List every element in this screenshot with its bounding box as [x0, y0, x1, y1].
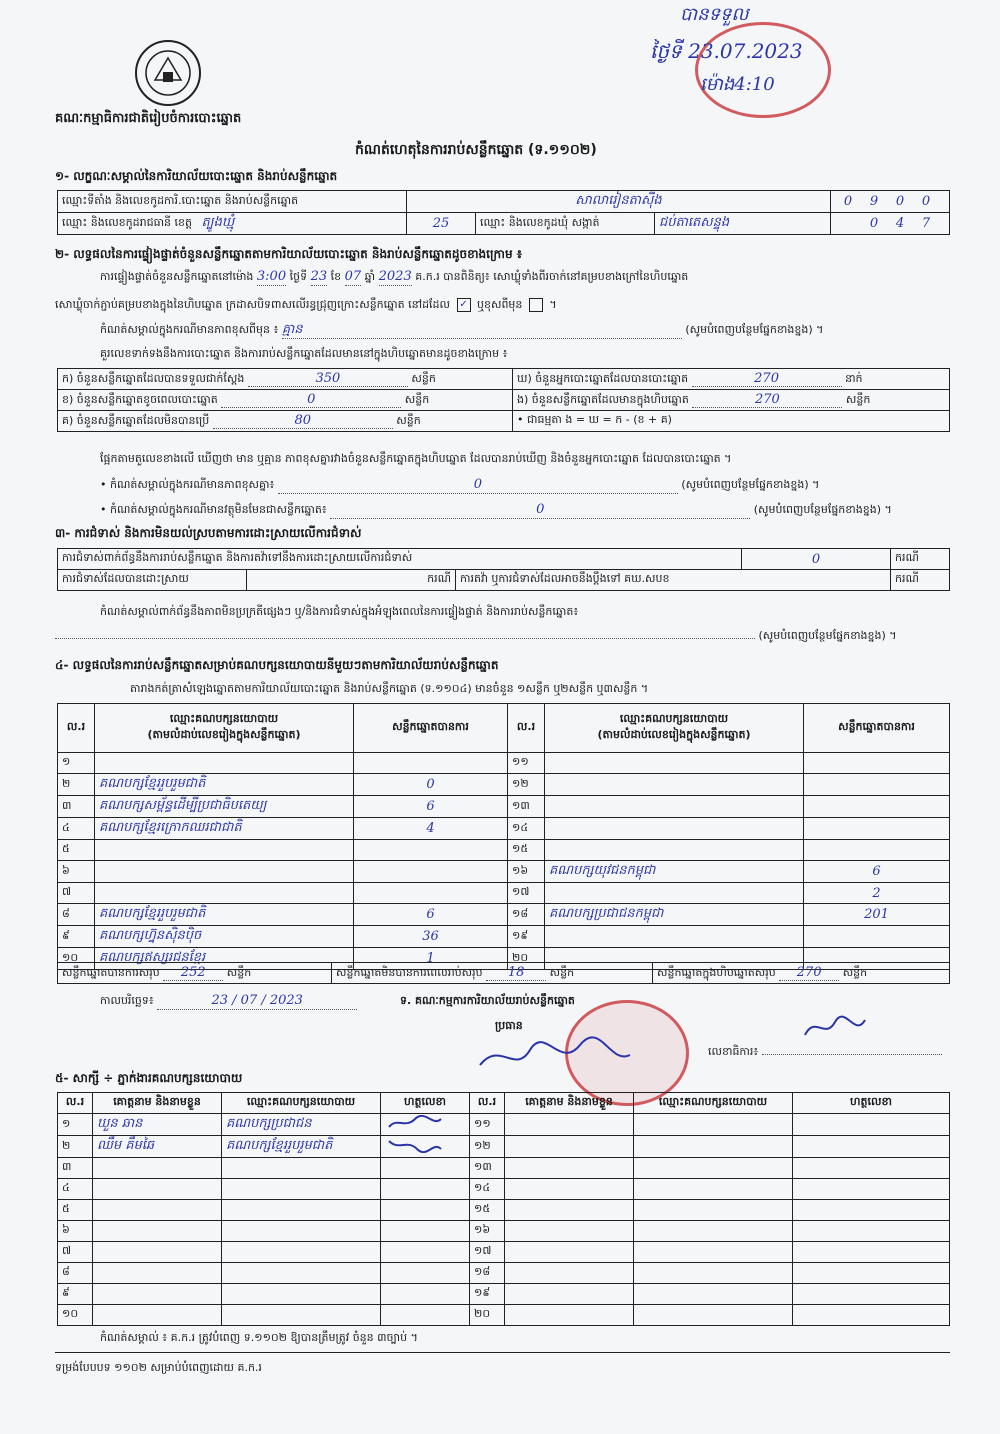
table-row: ៥ ១៥ [58, 840, 950, 861]
witness-signature-icon [385, 1137, 445, 1153]
footnote: កំណត់សម្គាល់ ៖ គ.ក.រ ត្រូវបំពេញ ទ.១១០២ ឱ្យបានត្រឹមត្រូវ ចំនួន ៣ច្បាប់ ។ [100, 1331, 418, 1344]
province-value: ត្បូងឃ្មុំ [201, 215, 235, 230]
table-row: ៩ ១៩ [58, 1284, 950, 1305]
footer-rule [55, 1352, 950, 1353]
bullet-non-ballot: • កំណត់សម្គាល់ក្នុងករណីមានវត្ថុមិនមែនជាសន្លឹកឆ្នោត៖ 0 (សូមបំពេញបន្ថែមផ្នែកខាងខ្នង) ។ [100, 502, 892, 517]
commune-label: ឈ្មោះ និងលេខកូដឃុំ សង្កាត់ [476, 213, 655, 235]
total-valid: 252 [163, 965, 223, 981]
consistency-statement: ផ្អែកតាមតួលេខខាងលើ ឃើញថា មាន ឬគ្មាន ភាពខុសគ្នារវាងចំនួនសន្លឹកឆ្នោតក្នុងហិបឆ្នោត ដែលបានរាប់ឃើញ និងចំនួនអ្នកបោះឆ្នោត ដែលបានបោះឆ្នោត ។ [100, 452, 732, 465]
objections-count: 0 [742, 549, 891, 570]
chair-label: ប្រធាន [495, 1019, 523, 1032]
table-row: ៧ ១៧ [58, 1242, 950, 1263]
chair-signature-icon [470, 1030, 640, 1080]
ballot-figures-table: ក) ចំនួនសន្លឹកឆ្នោតដែលបានទទួលជាក់ស្តែង 350 សន្លឹក ឃ) ចំនួនអ្នកបោះឆ្នោតដែលបានបោះឆ្នោត 270 នាក់ ខ) ចំនួនសន្លឹកឆ្នោតខូចពេលបោះឆ្នោត 0 សន្លឹក ង) ចំនួនសន្លឹកឆ្នោតដែលមានក្នុងហិបឆ្នោត 270 សន្លឹក គ) ចំនួនសន្លឹកឆ្នោតដែលមិនបានប្រើ 80 សន្លឹក • ជាធម្មតា ង = ឃ = ក - (ខ + គ) [57, 368, 950, 432]
changed-checkbox[interactable] [529, 298, 543, 312]
unused-ballots: 80 [213, 413, 393, 429]
table-row: ១០ ២០ [58, 1305, 950, 1326]
table-row: ២ គណបក្សខ្មែររួបរួមជាតិ 0 ១២ [58, 774, 950, 796]
code-digit: 0 [869, 216, 879, 231]
committee-label: ទ. គណៈកម្មការការិយាល័យរាប់សន្លឹកឆ្នោត [400, 994, 575, 1007]
total-in-box: 270 [779, 965, 839, 981]
voters-count: 270 [692, 371, 842, 387]
change-note: កំណត់សម្គាល់ក្នុងករណីមានភាពខុសពីមុន ៖ គ្មាន (សូមបំពេញបន្ថែមផ្នែកខាងខ្នង) ។ [100, 322, 824, 337]
code-digit: 4 [895, 216, 905, 231]
section4-intro: តារាងកត់ត្រាសំឡេងឆ្នោតតាមការិយាល័យបោះឆ្នោត និងរាប់សន្លឹកឆ្នោត (ទ.១១០៤) មានចំនួន ១សន្លឹក ឬ២សន្លឹក ឬ៣សន្លឹក ។ [130, 682, 649, 695]
code-digit: 7 [921, 216, 931, 231]
table-row: ១០ គណបក្សឥស្សរជនខ្មែរ 1 ២០ [58, 948, 950, 970]
table-row: ៦ ១៦ គណបក្សយុវជនកម្ពុជា 6 [58, 861, 950, 883]
date-value: 23 / 07 / 2023 [157, 994, 357, 1010]
code-digit: 0 [843, 194, 853, 209]
table-row: ១ ឃួន ឆាន គណបក្សប្រជាជន ១១ [58, 1114, 950, 1136]
form-title: កំណត់ហេតុនៃការរាប់សន្លឹកឆ្នោត (ទ.១១០២) [355, 142, 597, 158]
province-code: 25 [407, 213, 476, 235]
section5-title: ៥- សាក្សី ÷ ភ្នាក់ងារគណបក្សនយោបាយ [55, 1071, 243, 1085]
secretary-signature-icon [800, 1010, 870, 1045]
location-label: ឈ្មោះទីតាំង និងលេខកូដការិ.បោះឆ្នោត និងរាប់សន្លឹកឆ្នោត [58, 191, 407, 213]
witnesses-table: ល.រ គោត្តនាម និងនាមខ្លួន ឈ្មោះគណបក្សនយោបាយ ហត្ថលេខា ល.រ គោត្តនាម និងនាមខ្លួន ឈ្មោះគណបក្សនយោបាយ ហត្ថលេខា ១ ឃួន ឆាន គណបក្សប្រជាជន ១១ ២ ឈឹម គឹមឆៃ គណបក្សខ្មែររួបរួមជាតិ ១២ ៣ ១៣ ៤ ១៤ ៥ ១៥ ៦ ១៦ ៧ ១៧ ៨ ១៨ ៩ ១៩ ១០ ២០ [57, 1092, 950, 1326]
commune-value: ជប់តាតេសន្ទុង [655, 213, 831, 235]
received-label: បានទទួល [680, 4, 749, 25]
objections-table: ការជំទាស់ពាក់ព័ន្ធនឹងការរាប់សន្លឹកឆ្នោត និងការតវ៉ាទៅនឹងការដោះស្រាយលើការជំទាស់ 0 ករណី ការជំទាស់ដែលបានដោះស្រាយ ករណី ការតវ៉ា ឬការជំទាស់ដែលអាចនឹងប្តឹងទៅ គឃ.សបខ ករណី [57, 548, 950, 591]
table-row: ៤ ១៤ [58, 1179, 950, 1200]
form-footer: ទម្រង់បែបបទ ១១០២ សម្រាប់បំពេញដោយ គ.ក.រ [55, 1361, 262, 1374]
code-digit: 0 [921, 194, 931, 209]
secretary-label: លេខាធិការ៖ [708, 1046, 942, 1059]
table-row: ២ ឈឹម គឹមឆៃ គណបក្សខ្មែររួបរួមជាតិ ១២ [58, 1136, 950, 1158]
table-row: ៣ ១៣ [58, 1158, 950, 1179]
results-table: ល.រ ឈ្មោះគណបក្សនយោបាយ (តាមលំដាប់លេខរៀងក្នុងសន្លឹកឆ្នោត) សន្លឹកឆ្នោតបានការ ល.រ ឈ្មោះគណបក្សនយោបាយ (តាមលំដាប់លេខរៀងក្នុងសន្លឹកឆ្នោត) សន្លឹកឆ្នោតបានការ ១ ១១ ២ គណបក្សខ្មែររួបរួមជាតិ 0 ១២ ៣ គណបក្សសម្ព័ន្ធដើម្បីប្រជាធិបតេយ្យ 6 ១៣ ៤ គណបក្សខ្មែរក្រោកឈរជាជាតិ 4 ១៤ ៥ ១៥ ៦ ១៦ គណបក្សយុវជនកម្ពុជា 6 ៧ ១៧ 2 ៨ គណបក្សខ្មែររួបរួមជាតិ 6 ១៨ គណបក្សប្រជាជនកម្ពុជា 201 ៩ គណបក្សហ្វ៊ុនស៊ិនប៉ិច 36 ១៩ ១០ គណបក្សឥស្សរជនខ្មែរ 1 ២០ [57, 703, 950, 970]
unchanged-checkbox[interactable]: ✓ [457, 298, 471, 312]
section4-title: ៤- លទ្ធផលនៃការរាប់សន្លឹកឆ្នោតសម្រាប់គណបក្សនយោបាយនីមួយៗតាមការិយាល័យរាប់សន្លឹកឆ្នោត [55, 658, 499, 672]
ballots-in-box: 270 [692, 392, 842, 408]
bullet-difference: • កំណត់សម្គាល់ក្នុងករណីមានភាពខុសគ្នា៖ 0 (សូមបំពេញបន្ថែមផ្នែកខាងខ្នង) ។ [100, 477, 820, 492]
spoiled-ballots: 0 [221, 392, 401, 408]
received-ballots: 350 [248, 371, 408, 387]
section3-note: កំណត់សម្គាល់ពាក់ព័ន្ធនឹងភាពមិនប្រក្រតីផ្សេងៗ ឬ/និងការជំទាស់ក្នុងអំឡុងពេលនៃការផ្ទៀងផ្ទាត់ និងការរាប់សន្លឹកឆ្នោត៖ [100, 605, 579, 618]
verify-day: 23 [310, 269, 328, 284]
verify-year: 2023 [378, 269, 412, 284]
nec-logo-icon [135, 40, 201, 106]
verify-time: 3:00 [256, 269, 287, 284]
received-date: ថ្ងៃទី 23.07.2023 [650, 39, 803, 63]
section1-title: ១- លក្ខណៈសម្គាល់នៃការិយាល័យបោះឆ្នោត និងរាប់សន្លឹកឆ្នោត [55, 169, 338, 183]
province-label: ឈ្មោះ និងលេខកូដរាជធានី ខេត្ត [62, 216, 192, 229]
section2-title: ២- លទ្ធផលនៃការផ្ទៀងផ្ទាត់ចំនួនសន្លឹកឆ្នោតតាមការិយាល័យបោះឆ្នោត និងរាប់សន្លឹកឆ្នោតដូចខាងក្រោម ៖ [55, 247, 523, 261]
received-stamp [695, 22, 831, 118]
table-row: ៥ ១៥ [58, 1200, 950, 1221]
location-value: សាលារៀនតាស៊ីង [407, 191, 831, 213]
section3-note-line: (សូមបំពេញបន្ថែមផ្នែកខាងខ្នង) ។ [55, 630, 955, 643]
code-digit: 9 [869, 194, 879, 209]
verification-line2: សោឃ្លុំចាក់ភ្ជាប់គម្របខាងក្នុងនៃហិបឆ្នោត ក្រដាសបិទពាសលើរន្ធជ្រុញក្រោះសន្លឹកឆ្នោត នៅដដែល ✓ ឬខុសពីមុន ។ [55, 298, 557, 311]
table-row: ៤ គណបក្សខ្មែរក្រោកឈរជាជាតិ 4 ១៤ [58, 818, 950, 840]
table-row: ៦ ១៦ [58, 1221, 950, 1242]
figures-intro: គួរលេខទាក់ទងនឹងការបោះឆ្នោត និងការរាប់សន្លឹកឆ្នោតដែលមាននៅក្នុងហិបឆ្នោតមានដូចខាងក្រោម ៖ [100, 347, 508, 360]
commune-code [831, 213, 950, 235]
date-line: កាលបរិច្ឆេទ៖ 23 / 07 / 2023 [100, 994, 357, 1010]
received-time: ម៉ោង4:10 [700, 74, 775, 95]
table-row: ៨ ១៨ [58, 1263, 950, 1284]
change-note-value: គ្មាន [282, 323, 682, 339]
table-row: ១ ១១ [58, 753, 950, 774]
location-code [831, 191, 950, 213]
verification-paragraph: ការផ្ទៀងផ្ទាត់ចំនួនសន្លឹកឆ្នោតនៅម៉ោង 3:00 ថ្ងៃទី 23 ខែ 07 ឆ្នាំ 2023 គ.ក.រ បានពិនិត្យ៖ សោឃ្លុំទាំងពីរចាក់នៅគម្របខាងក្រៅនៃហិបឆ្នោត [100, 269, 689, 284]
section3-title: ៣- ការជំទាស់ និងការមិនយល់ស្របតាមការដោះស្រាយលើការជំទាស់ [55, 526, 362, 540]
formula: • ជាធម្មតា ង = ឃ = ក - (ខ + គ) [517, 413, 672, 426]
table-row: ៣ គណបក្សសម្ព័ន្ធដើម្បីប្រជាធិបតេយ្យ 6 ១៣ [58, 796, 950, 818]
org-name: គណៈកម្មាធិការជាតិរៀបចំការបោះឆ្នោត [55, 111, 242, 126]
table-row: ៨ គណបក្សខ្មែររួបរួមជាតិ 6 ១៨ គណបក្សប្រជាជនកម្ពុជា 201 [58, 904, 950, 926]
witness-signature-icon [385, 1115, 445, 1131]
verify-month: 07 [344, 269, 362, 284]
total-invalid: 18 [486, 965, 546, 981]
table-row: ៧ ១៧ 2 [58, 883, 950, 904]
totals-table: សន្លឹកឆ្នោតបានការសរុប 252 សន្លឹក សន្លឹកឆ្នោតមិនបានការពេលរាប់សរុប 18 សន្លឹក សន្លឹកឆ្នោតក្នុងហិបឆ្នោតសរុប 270 សន្លឹក [57, 962, 950, 984]
section1-table [57, 190, 950, 235]
table-row: ៩ គណបក្សហ្វ៊ុនស៊ិនប៉ិច 36 ១៩ [58, 926, 950, 948]
code-digit: 0 [895, 194, 905, 209]
